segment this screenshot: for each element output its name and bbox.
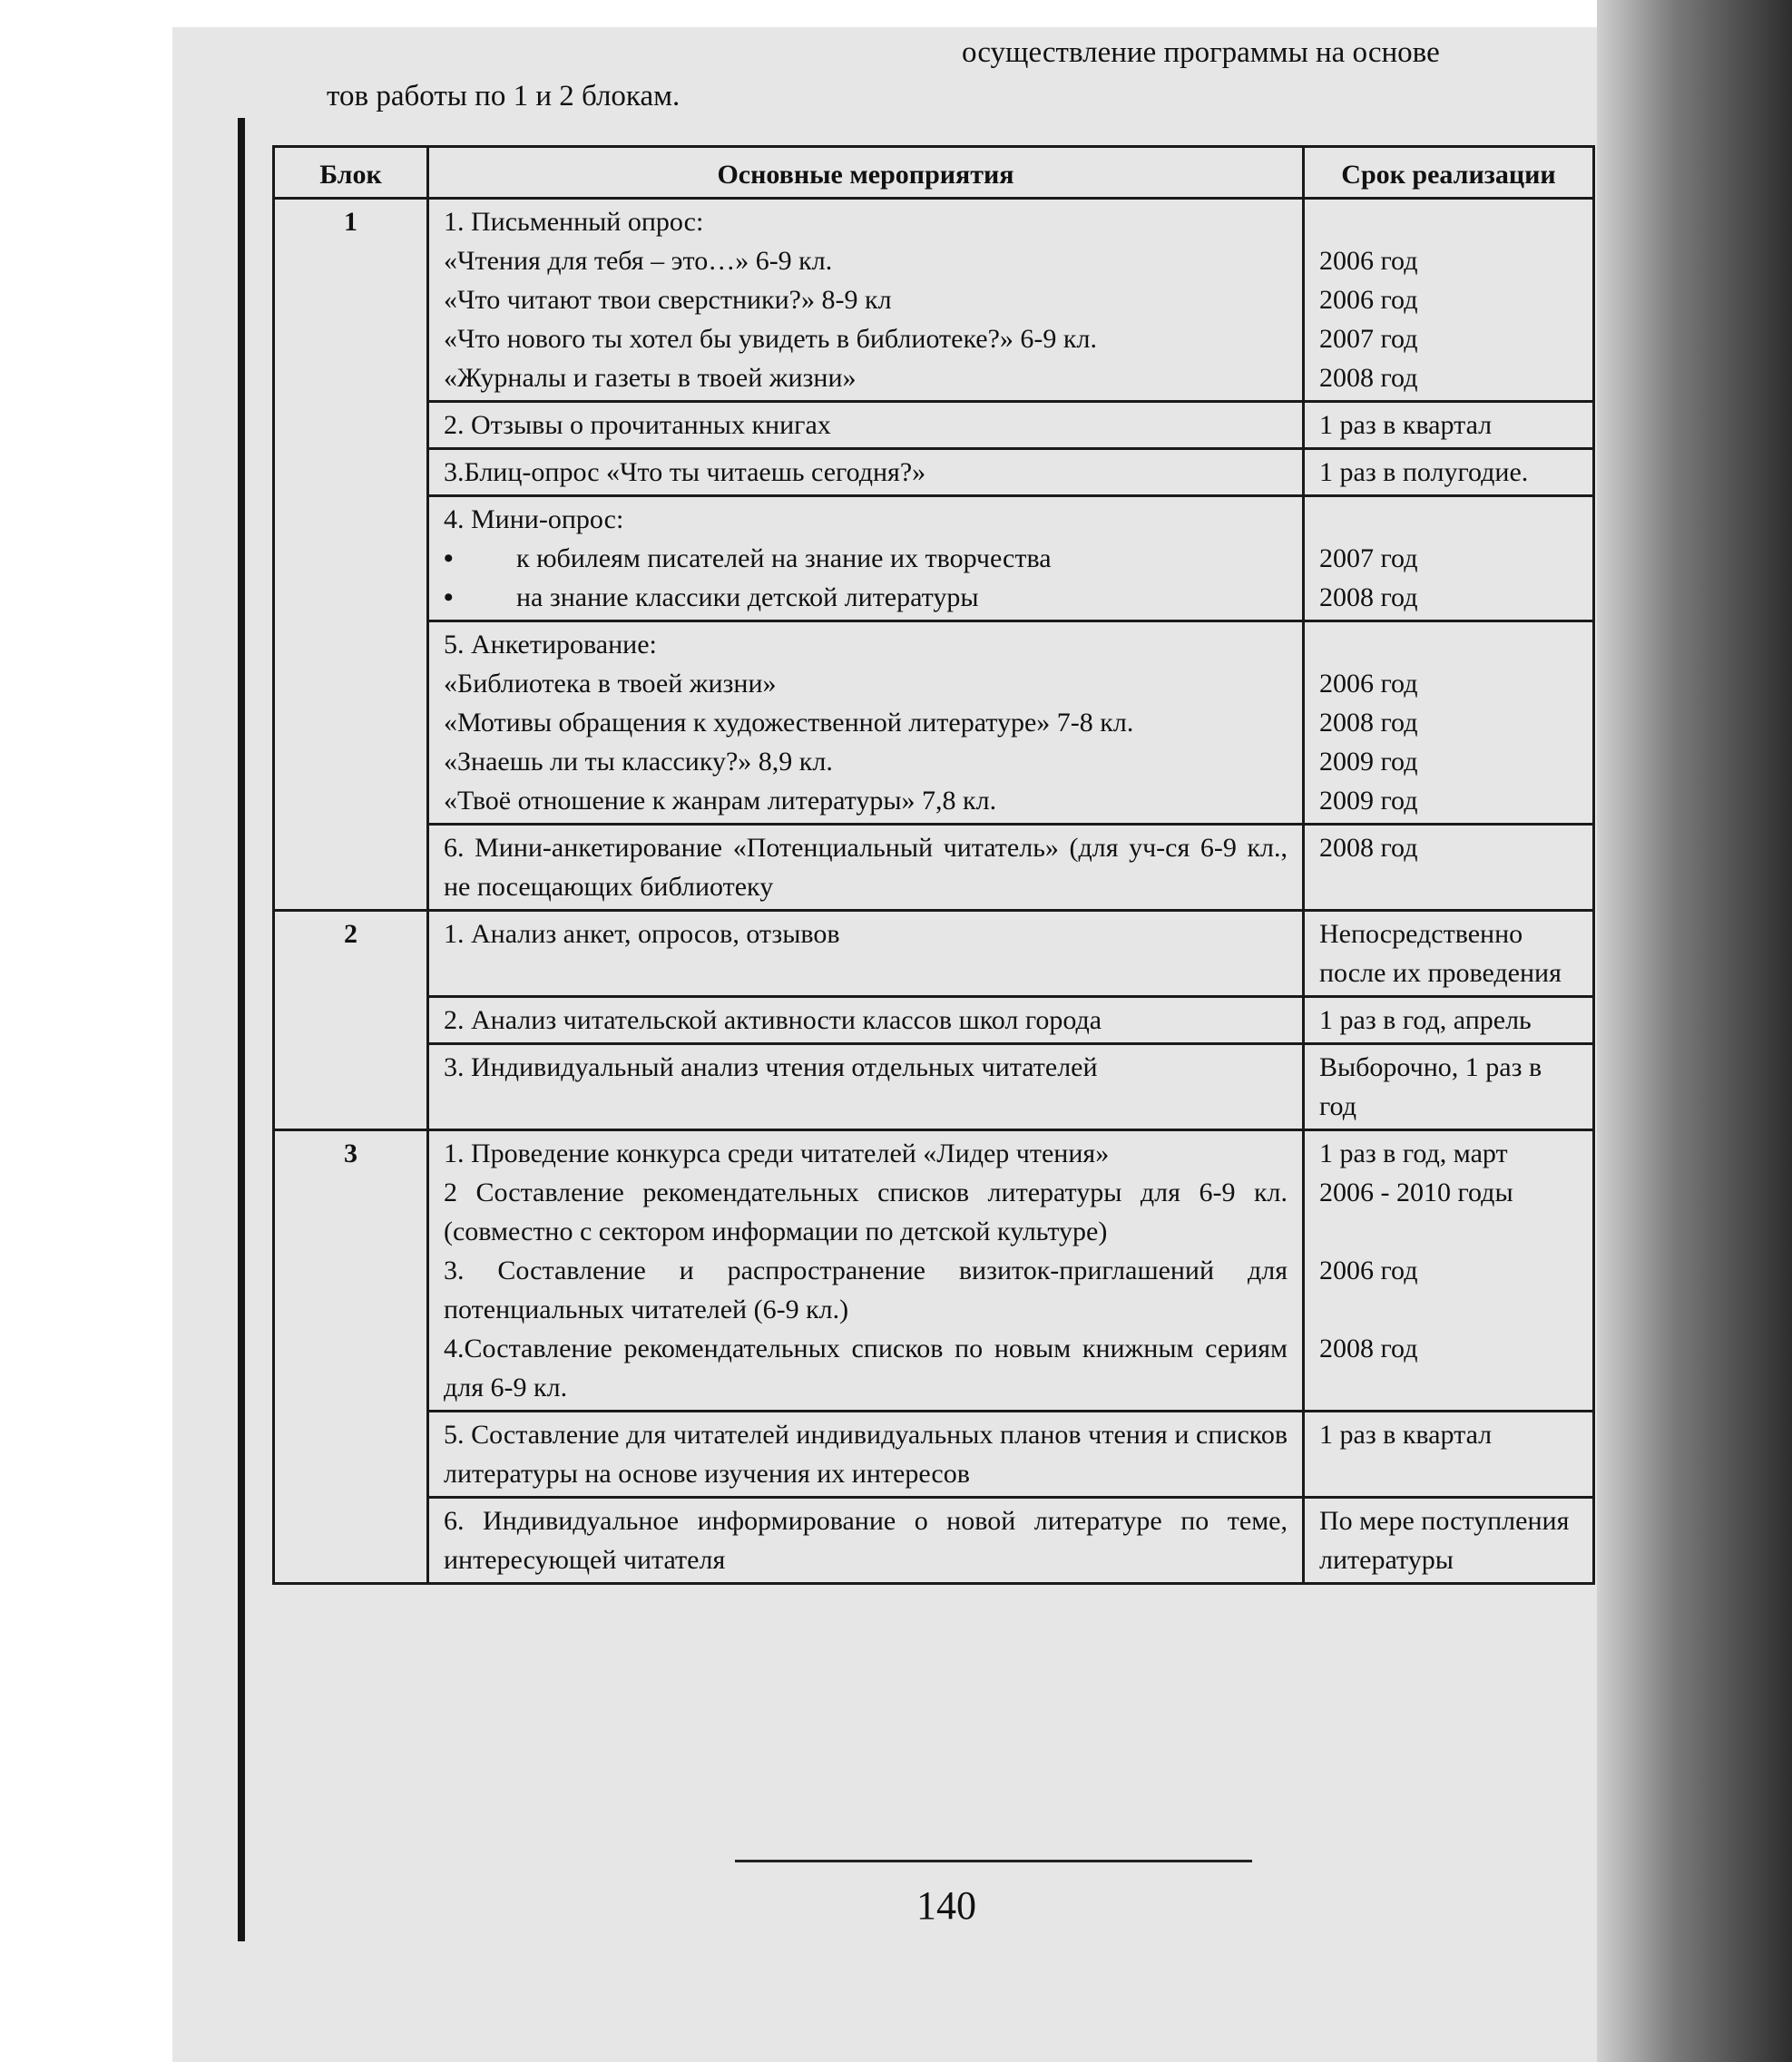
activity-line: 2. Анализ читательской активности классов школ города bbox=[444, 1005, 1102, 1035]
program-table bbox=[272, 145, 1595, 1585]
activity-line: 5. Анкетирование: bbox=[444, 630, 657, 660]
term-cell bbox=[1304, 402, 1594, 449]
activity-line: • на знание классики детской литературы bbox=[444, 578, 1288, 617]
term-line: 2008 год bbox=[1319, 363, 1418, 393]
header-block: Блок bbox=[274, 147, 428, 199]
activity-line: 1. Проведение конкурса среди читателей «Лидер чтения» bbox=[444, 1138, 1110, 1168]
term-line: 2008 год bbox=[1319, 833, 1418, 863]
activity-cell bbox=[428, 825, 1304, 911]
term-line: 2008 год bbox=[1319, 582, 1418, 612]
term-line: 2007 год bbox=[1319, 543, 1418, 573]
activity-line: 2 Составление рекомендательных списков литературы для 6-9 кл. (совместно с сектором информации по детской культуре) bbox=[444, 1178, 1288, 1246]
activity-line: 4. Мини-опрос: bbox=[444, 504, 624, 534]
activity-line: 3.Блиц-опрос «Что ты читаешь сегодня?» bbox=[444, 457, 926, 487]
header-text-line: осуществление программы на основе bbox=[962, 36, 1440, 69]
term-line bbox=[1319, 1290, 1578, 1329]
table-row bbox=[274, 496, 1594, 621]
block-number: 1 bbox=[274, 199, 428, 911]
table-row bbox=[274, 199, 1594, 402]
activity-cell bbox=[428, 1412, 1304, 1498]
activity-line: 3. Индивидуальный анализ чтения отдельных читателей bbox=[444, 1052, 1098, 1082]
activity-cell bbox=[428, 1044, 1304, 1130]
term-line: 2006 - 2010 годы bbox=[1319, 1178, 1513, 1207]
header-text-line: тов работы по 1 и 2 блокам. bbox=[327, 80, 681, 112]
block-number: 2 bbox=[274, 911, 428, 1130]
activity-cell bbox=[428, 997, 1304, 1044]
term-line bbox=[1319, 1212, 1578, 1251]
activity-line: 1. Письменный опрос: bbox=[444, 207, 704, 237]
term-line: 1 раз в год, март bbox=[1319, 1138, 1508, 1168]
activity-line: 2. Отзывы о прочитанных книгах bbox=[444, 410, 831, 440]
activity-line: 6. Индивидуальное информирование о новой литературе по теме, интересующей читателя bbox=[444, 1506, 1288, 1575]
page-number: 140 bbox=[916, 1883, 976, 1928]
term-cell bbox=[1304, 1498, 1594, 1584]
term-line: Непосредственно после их проведения bbox=[1319, 919, 1562, 988]
term-line: 1 раз в квартал bbox=[1319, 410, 1493, 440]
term-cell bbox=[1304, 1044, 1594, 1130]
activity-line: 6. Мини-анкетирование «Потенциальный читатель» (для уч-ся 6-9 кл., не посещающих библиотеку bbox=[444, 833, 1288, 902]
activity-cell bbox=[428, 402, 1304, 449]
term-line: 2007 год bbox=[1319, 324, 1418, 354]
activity-line: «Что нового ты хотел бы увидеть в библиотеке?» 6-9 кл. bbox=[444, 324, 1097, 354]
term-line: 1 раз в квартал bbox=[1319, 1420, 1493, 1450]
activity-line: «Твоё отношение к жанрам литературы» 7,8 кл. bbox=[444, 786, 997, 816]
term-line: Выборочно, 1 раз в год bbox=[1319, 1052, 1542, 1121]
term-cell bbox=[1304, 1412, 1594, 1498]
table-row bbox=[274, 621, 1594, 825]
term-line: 2006 год bbox=[1319, 669, 1418, 699]
activity-line: «Библиотека в твоей жизни» bbox=[444, 669, 777, 699]
table-row bbox=[274, 449, 1594, 496]
table-row bbox=[274, 825, 1594, 911]
activity-cell bbox=[428, 449, 1304, 496]
table-row bbox=[274, 402, 1594, 449]
activity-cell bbox=[428, 1130, 1304, 1412]
activity-line: 5. Составление для читателей индивидуальных планов чтения и списков литературы на основе изучения их интересов bbox=[444, 1420, 1288, 1489]
table-row bbox=[274, 997, 1594, 1044]
activity-line: • к юбилеям писателей на знание их творчества bbox=[444, 539, 1288, 578]
term-line: 2008 год bbox=[1319, 708, 1418, 738]
table-header-row bbox=[274, 147, 1594, 199]
term-cell bbox=[1304, 199, 1594, 402]
activity-line: «Знаешь ли ты классику?» 8,9 кл. bbox=[444, 747, 833, 777]
activity-line: 4.Составление рекомендательных списков по новым книжным сериям для 6-9 кл. bbox=[444, 1334, 1288, 1402]
term-cell bbox=[1304, 621, 1594, 825]
term-line bbox=[1319, 202, 1578, 241]
activity-line: «Чтения для тебя – это…» 6-9 кл. bbox=[444, 246, 833, 276]
activity-cell bbox=[428, 199, 1304, 402]
table-row bbox=[274, 911, 1594, 997]
term-cell bbox=[1304, 997, 1594, 1044]
term-cell bbox=[1304, 449, 1594, 496]
term-line: 2009 год bbox=[1319, 786, 1418, 816]
activity-line: 1. Анализ анкет, опросов, отзывов bbox=[444, 919, 840, 949]
term-line: 2006 год bbox=[1319, 246, 1418, 276]
activity-line: «Мотивы обращения к художественной литературе» 7-8 кл. bbox=[444, 708, 1134, 738]
table-row bbox=[274, 1130, 1594, 1412]
term-line: 2009 год bbox=[1319, 747, 1418, 777]
page-edge-shadow bbox=[1597, 0, 1792, 2062]
term-cell bbox=[1304, 825, 1594, 911]
term-line: 1 раз в полугодие. bbox=[1319, 457, 1529, 487]
activity-line: «Журналы и газеты в твоей жизни» bbox=[444, 363, 857, 393]
activity-cell bbox=[428, 496, 1304, 621]
header-term: Срок реализации bbox=[1304, 147, 1594, 199]
activity-line: «Что читают твои сверстники?» 8-9 кл bbox=[444, 285, 892, 315]
term-cell bbox=[1304, 911, 1594, 997]
term-line: 2006 год bbox=[1319, 1256, 1418, 1285]
table-row bbox=[274, 1498, 1594, 1584]
book-spine-line bbox=[238, 118, 245, 1941]
footer-rule bbox=[735, 1860, 1252, 1862]
term-cell bbox=[1304, 1130, 1594, 1412]
term-line bbox=[1319, 500, 1578, 539]
term-line: 2008 год bbox=[1319, 1334, 1418, 1363]
header-activities: Основные мероприятия bbox=[428, 147, 1304, 199]
activity-cell bbox=[428, 1498, 1304, 1584]
activity-cell bbox=[428, 911, 1304, 997]
block-number: 3 bbox=[274, 1130, 428, 1584]
activity-cell bbox=[428, 621, 1304, 825]
activity-line: 3. Составление и распространение визиток-приглашений для потенциальных читателей (6-9 кл.) bbox=[444, 1256, 1288, 1324]
table-row bbox=[274, 1044, 1594, 1130]
term-cell bbox=[1304, 496, 1594, 621]
term-line bbox=[1319, 625, 1578, 664]
term-line: По мере поступления литературы bbox=[1319, 1506, 1570, 1575]
table-row bbox=[274, 1412, 1594, 1498]
term-line: 1 раз в год, апрель bbox=[1319, 1005, 1532, 1035]
term-line: 2006 год bbox=[1319, 285, 1418, 315]
